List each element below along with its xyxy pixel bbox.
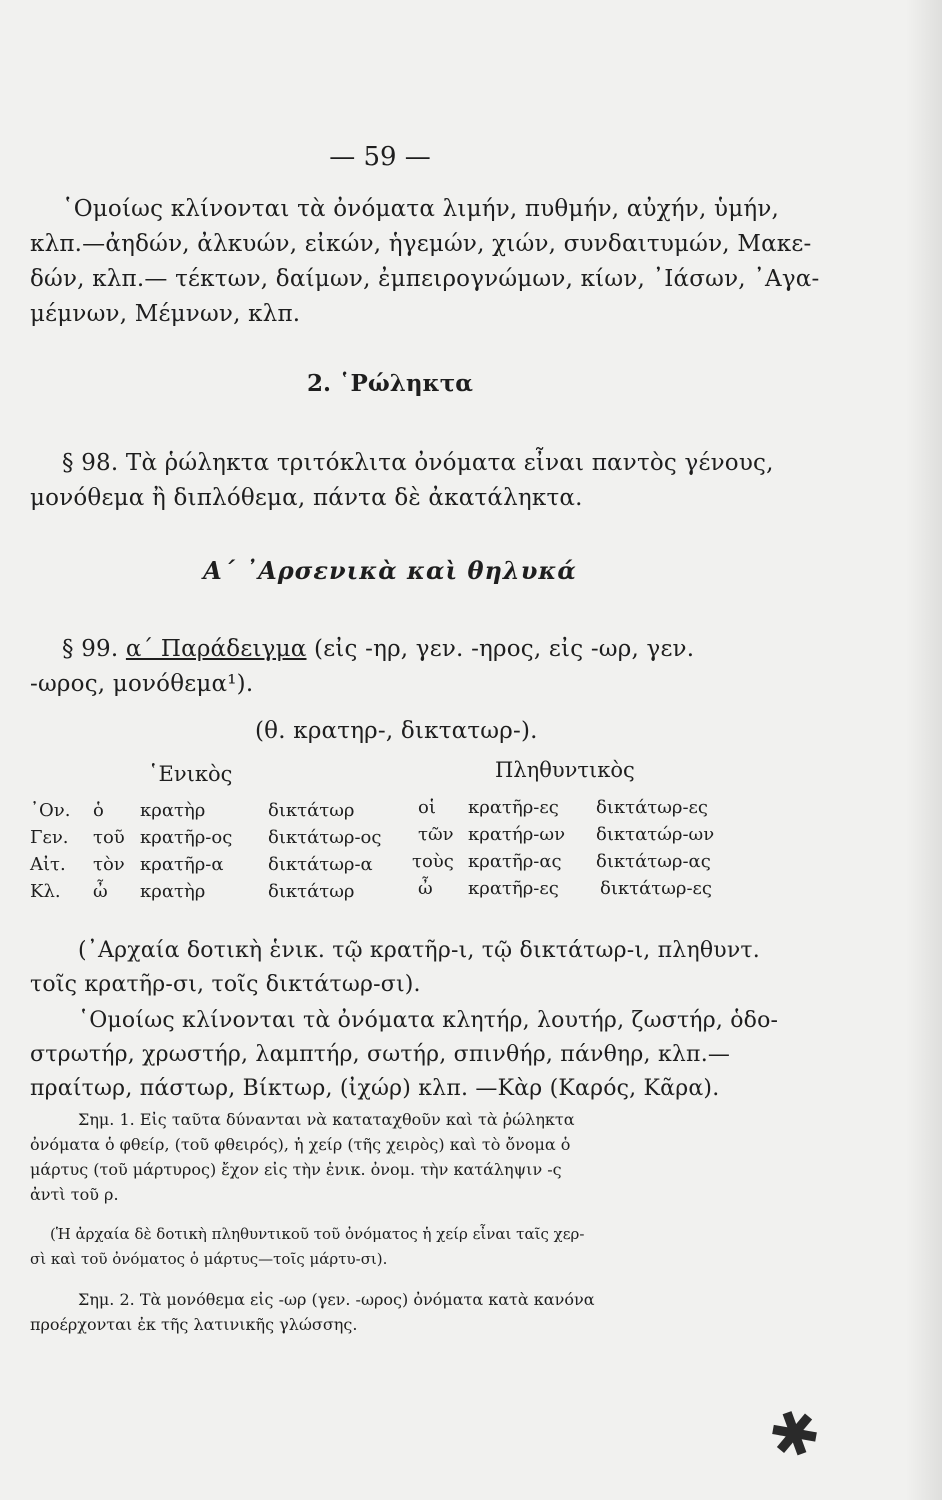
note1b-line-1: (Ἡ ἀρχαία δὲ δοτικὴ πληθυντικοῦ τοῦ ὀνόματος ἡ χείρ εἶναι ταῖς χερ- bbox=[50, 1225, 585, 1243]
table-cell-krater-pl: κρατῆρ-ες bbox=[468, 797, 559, 818]
similar-line-3: πραίτωρ, πάστωρ, Βίκτωρ, (ἰχώρ) κλπ. —Κὰρ (Καρός, Κᾶρα). bbox=[30, 1076, 720, 1101]
note2-line-1: Σημ. 2. Τὰ μονόθεμα εἰς -ωρ (γεν. -ωρος) ὀνόματα κατὰ κανόνα bbox=[78, 1290, 595, 1309]
table-cell-article: τὸν bbox=[93, 854, 125, 875]
table-cell-plural-article: τῶν bbox=[418, 824, 454, 845]
page-edge-shadow bbox=[906, 0, 942, 1500]
note1b-line-2: σὶ καὶ τοῦ ὀνόματος ὁ μάρτυς—τοῖς μάρτυ-σι). bbox=[30, 1250, 388, 1268]
table-cell-diktator-pl: δικτάτωρ-ες bbox=[600, 878, 712, 899]
subsection-title: Α΄ ᾿Αρσενικὰ καὶ θηλυκά bbox=[203, 556, 577, 585]
page-number: — 59 — bbox=[329, 142, 431, 172]
similar-line-1: ῾Ομοίως κλίνονται τὰ ὀνόματα κλητήρ, λουτήρ, ζωστήρ, ὁδο- bbox=[78, 1008, 779, 1033]
intro-line-4: μέμνων, Μέμνων, κλπ. bbox=[30, 301, 301, 327]
table-cell-diktator-pl: δικτατώρ-ων bbox=[596, 824, 715, 845]
table-cell-diktator-pl: δικτάτωρ-ες bbox=[596, 797, 708, 818]
p99-example-label: α΄ Παράδειγμα bbox=[125, 636, 307, 662]
table-cell-krater-sg: κρατὴρ bbox=[140, 881, 206, 902]
table-cell-diktator-sg: δικτάτωρ bbox=[268, 800, 355, 821]
intro-line-1: ῾Ομοίως κλίνονται τὰ ὀνόματα λιμήν, πυθμήν, αὐχήν, ὑμήν, bbox=[62, 196, 780, 222]
plural-header: Πληθυντικὸς bbox=[495, 758, 635, 782]
table-cell-article: ὦ bbox=[93, 881, 108, 902]
intro-line-2: κλπ.—ἀηδών, ἀλκυών, εἰκών, ἡγεμών, χιών, συνδαιτυμών, Μακε- bbox=[30, 231, 812, 257]
table-cell-krater-pl: κρατῆρ-ες bbox=[468, 878, 559, 899]
note1-line-1: Σημ. 1. Εἰς ταῦτα δύνανται νὰ καταταχθοῦν καὶ τὰ ῥώληκτα bbox=[78, 1110, 575, 1129]
note1-line-4: ἀντὶ τοῦ ρ. bbox=[30, 1185, 119, 1204]
table-cell-krater-sg: κρατὴρ bbox=[140, 800, 206, 821]
p98-line-2: μονόθεμα ἢ διπλόθεμα, πάντα δὲ ἀκατάληκτα. bbox=[30, 485, 583, 511]
table-cell-diktator-sg: δικτάτωρ-ος bbox=[268, 827, 382, 848]
note2-line-2: προέρχονται ἐκ τῆς λατινικῆς γλώσσης. bbox=[30, 1315, 358, 1334]
p99-line-2: -ωρος, μονόθεμα¹). bbox=[30, 671, 254, 697]
note1-line-3: μάρτυς (τοῦ μάρτυρος) ἔχον εἰς τὴν ἑνικ. ὀνομ. τὴν κατάληψιν -ς bbox=[30, 1160, 562, 1179]
table-cell-case: Γεν. bbox=[30, 827, 69, 848]
table-cell-plural-article: ὦ bbox=[418, 878, 433, 899]
note1-line-2: ὀνόματα ὁ φθείρ, (τοῦ φθειρός), ἡ χείρ (τῆς χειρὸς) καὶ τὸ ὄνομα ὁ bbox=[30, 1135, 571, 1154]
similar-line-2: στρωτήρ, χρωστήρ, λαμπτήρ, σωτήρ, σπινθήρ, πάνθηρ, κλπ.— bbox=[30, 1042, 731, 1067]
p99-number: § 99. bbox=[62, 636, 119, 662]
p99-theme: (θ. κρατηρ-, δικτατωρ-). bbox=[255, 718, 538, 744]
table-cell-krater-pl: κρατήρ-ων bbox=[468, 824, 566, 845]
table-cell-case: Αἰτ. bbox=[30, 854, 66, 875]
ink-mark-icon: ✱ bbox=[759, 1393, 831, 1477]
table-cell-diktator-sg: δικτάτωρ bbox=[268, 881, 355, 902]
intro-line-3: δών, κλπ.— τέκτων, δαίμων, ἐμπειρογνώμων, κίων, ᾿Ιάσων, ᾿Αγα- bbox=[30, 266, 820, 292]
table-cell-krater-pl: κρατῆρ-ας bbox=[468, 851, 562, 872]
table-cell-krater-sg: κρατῆρ-ος bbox=[140, 827, 233, 848]
singular-header: ῾Ενικὸς bbox=[148, 762, 233, 786]
table-cell-krater-sg: κρατῆρ-α bbox=[140, 854, 224, 875]
table-cell-plural-article: οἱ bbox=[418, 797, 436, 818]
table-cell-case: Κλ. bbox=[30, 881, 61, 902]
ancient-dative-line-2: τοῖς κρατῆρ-σι, τοῖς δικτάτωρ-σι). bbox=[30, 972, 421, 997]
ancient-dative-line-1: (᾿Αρχαία δοτικὴ ἑνικ. τῷ κρατῆρ-ι, τῷ δικτάτωρ-ι, πληθυντ. bbox=[78, 938, 760, 963]
table-cell-diktator-sg: δικτάτωρ-α bbox=[268, 854, 373, 875]
table-cell-plural-article: τοὺς bbox=[412, 851, 454, 872]
p99-line-1 bbox=[62, 636, 694, 662]
p99-rest: (εἰς -ηρ, γεν. -ηρος, εἰς -ωρ, γεν. bbox=[314, 636, 695, 662]
table-cell-article: ὁ bbox=[93, 800, 104, 821]
p98-line-1: § 98. Τὰ ῥώληκτα τριτόκλιτα ὀνόματα εἶναι παντὸς γένους, bbox=[62, 450, 774, 476]
table-cell-diktator-pl: δικτάτωρ-ας bbox=[596, 851, 711, 872]
section-title: 2. ῾Ρώληκτα bbox=[307, 370, 473, 397]
table-cell-article: τοῦ bbox=[93, 827, 125, 848]
table-cell-case: ᾿Ον. bbox=[30, 800, 71, 821]
